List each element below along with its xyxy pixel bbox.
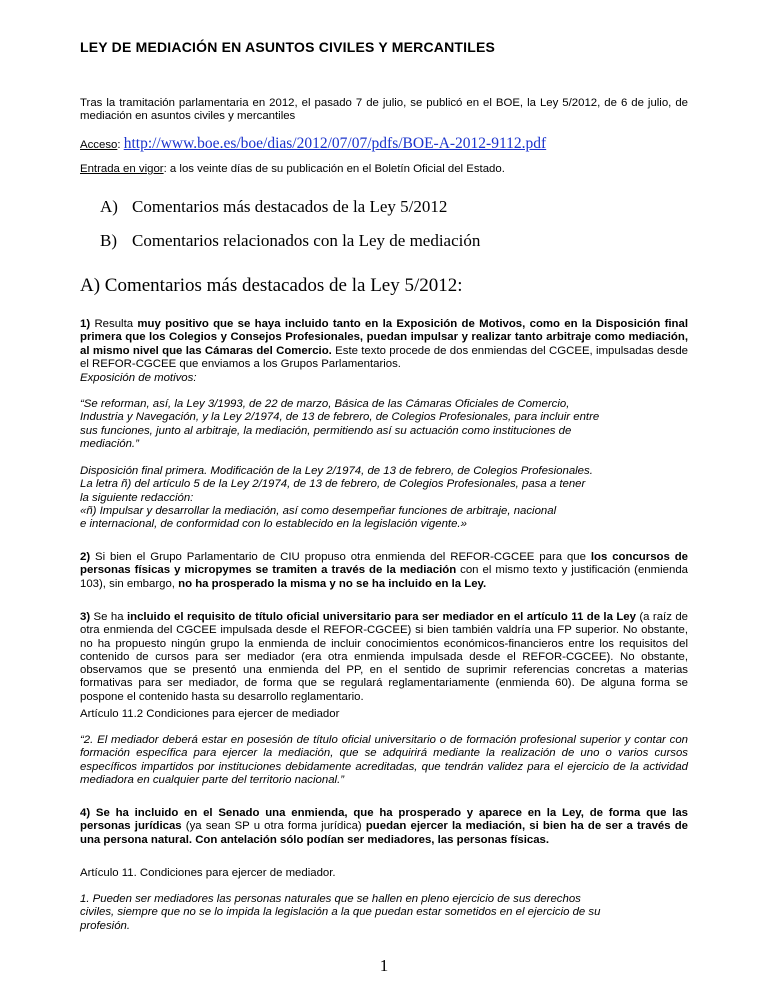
item-text: Resulta [90,318,138,330]
quote-line: e internacional, de conformidad con lo establecido en la legislación vigente.» [80,518,467,531]
art112-quote: “2. El mediador deberá estar en posesión de título oficial universitario o de formación profesional superior y contar con formación específica para ejercer la mediación, que se adquirirá mediante la realización de uno o varios cursos específicos impartidos por instituciones debidamente acreditadas, que tendrán validez para el ejercicio de la actividad mediadora en cualquier parte del territorio nacional.” [80,734,688,786]
intro-paragraph: Tras la tramitación parlamentaria en 2012, el pasado 7 de julio, se publicó en el BOE, la Ley 5/2012, de 6 de julio, de mediación en asuntos civiles y mercantiles [80,97,688,123]
item-number: 2) [80,551,91,563]
item-text: (ya sean SP u otra forma jurídica) [181,820,366,833]
item-bold-text: puedan ejercer la mediación, si bien ha de ser a través de una persona natural. Con antelación sólo podían ser mediadores, las personas físicas. [80,820,689,846]
item-bold-text: no ha prosperado la misma y no se ha incluido en la Ley. [178,577,487,590]
access-line: Acceso: http://www.boe.es/boe/dias/2012/07/07/pdfs/BOE-A-2012-9112.pdf [80,135,547,152]
toc-letter: B) [100,231,117,250]
item-bold-text: 4) Se ha incluido en el Senado una enmienda, que ha prosperado y aparece en la Ley, de forma que las personas jurídicas [80,807,688,833]
disposicion-quote [80,465,688,531]
quote-line: “Se reforman, así, la Ley 3/1993, de 22 de marzo, Básica de las Cámaras Oficiales de Comercio, [80,398,570,410]
item-bold-text: muy positivo que se haya incluido tanto en la Exposición de Motivos, como en la Disposición final primera que los Colegios y Consejos Profesionales, puedan impulsar y realizar tanto arbitraje como mediación, al mismo nivel que las Cámaras del Comercio. [80,318,688,357]
item-bold-text: incluido el requisito de título oficial universitario para ser mediador en el artículo 11 de la Ley [126,611,636,623]
quote-line: Disposición final primera. Modificación de la Ley 2/1974, de 13 de febrero, de Colegios Profesionales. [80,465,593,477]
quote-line: civiles, siempre que no se lo impida la legislación a la que puedan estar sometidos en el ejercicio de su [80,906,601,919]
access-label: Acceso [80,139,118,151]
page-number: 1 [379,956,389,975]
quote-line: mediación.” [80,437,139,450]
quote-line: 1. Pueden ser mediadores las personas naturales que se hallen en pleno ejercicio de sus derechos [80,893,581,905]
toc-item-b[interactable] [100,231,480,251]
item-3 [80,611,688,704]
quote-line: «ñ) Impulsar y desarrollar la mediación, así como desempeñar funciones de arbitraje, nacional [80,504,557,517]
item-bold-text: los concursos de personas físicas y micropymes se tramiten a través de la mediación [80,551,689,577]
entry-text: : a los veinte días de su publicación en el Boletín Oficial del Estado. [163,163,505,175]
item-text: Si bien el Grupo Parlamentario de CIU propuso otra enmienda del REFOR-CGCEE para que [90,551,591,563]
document-title: LEY DE MEDIACIÓN EN ASUNTOS CIVILES Y MERCANTILES [80,39,496,55]
quote-line: la siguiente redacción: [80,491,194,504]
item-text: Se ha [90,611,127,623]
boe-link[interactable]: http://www.boe.es/boe/dias/2012/07/07/pdfs/BOE-A-2012-9112.pdf [123,135,547,152]
quote-line: profesión. [80,919,131,932]
entry-line [80,163,688,176]
item-text: con el mismo texto y justificación (enmienda 103), sin embargo, [80,564,688,590]
quote-line: La letra ñ) del artículo 5 de la Ley 2/1974, de 13 de febrero, de Colegios Profesionales, pasa a tener [80,478,586,491]
art112-label: Artículo 11.2 Condiciones para ejercer de mediador [80,708,340,720]
exposicion-label: Exposición de motivos: [80,372,197,384]
item-number: 3) [80,611,91,623]
entry-label: Entrada en vigor [80,163,164,175]
exposicion-quote [80,398,688,451]
item-4 [80,807,688,847]
item-text: (a raíz de otra enmienda del CGCEE impulsada desde el REFOR-CGCEE) si bien también valdría una FP superior. No obstante, no ha propuesto ningún grupo la enmienda de incluir conocimientos económicos-financieros entre los requisitos del contenido de cursos para ser mediador (era otra enmienda impulsada desde el REFOR-CGCEE). No obstante, observamos que se presentó una enmienda del PP, en el sentido de suprimir referencias concretas a materias formativas para ser mediador, de forma que se regulará reglamentariamente (enmienda 60). De alguna forma se pospone el contenido hasta su desarrollo reglamentario. [80,611,688,703]
item-text: Este texto procede de dos enmiendas del CGCEE, impulsadas desde el REFOR-CGCEE que enviamos a los Grupos Parlamentarios. [80,344,689,370]
toc-text: Comentarios relacionados con la Ley de mediación [132,231,481,250]
item-2 [80,551,688,591]
quote-line: Industria y Navegación, y la Ley 2/1974, de 13 de febrero, de Colegios Profesionales, para incluir entre [80,411,600,424]
art11-label: Artículo 11. Condiciones para ejercer de mediador. [80,867,336,879]
item-1 [80,318,688,371]
art11-quote [80,893,688,933]
toc-text: Comentarios más destacados de la Ley 5/2012 [132,197,448,216]
toc-item-a[interactable] [100,197,447,217]
section-heading: A) Comentarios más destacados de la Ley 5/2012: [80,275,463,296]
quote-line: sus funciones, junto al arbitraje, la mediación, permitiendo así su actuación como instituciones de [80,424,572,437]
item-number: 1) [80,318,91,330]
toc-letter: A) [100,197,118,216]
